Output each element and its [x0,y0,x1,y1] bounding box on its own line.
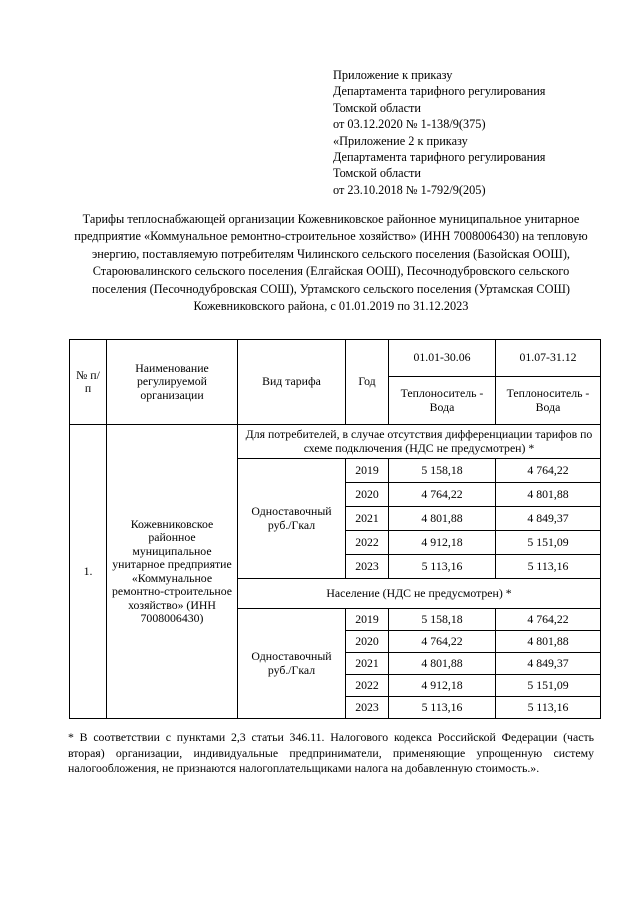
tariff-value-h1: 5 158,18 [389,459,496,483]
tariff-value-h2: 5 151,09 [496,531,601,555]
header-line: «Приложение 2 к приказу [333,133,468,148]
tariff-value-h1: 4 764,22 [389,631,496,653]
tariff-value-h2: 5 113,16 [496,697,601,719]
year-cell: 2022 [346,675,389,697]
tariff-value-h2: 4 849,37 [496,507,601,531]
header-line: Томской области [333,100,421,115]
year-cell: 2023 [346,555,389,579]
tariff-value-h1: 5 113,16 [389,697,496,719]
header-line: Приложение к приказу [333,68,453,82]
header-tariff-type: Вид тарифа [238,340,346,425]
tariff-value-h2: 4 849,37 [496,653,601,675]
tariff-table [69,339,601,719]
header-line: от 03.12.2020 № 1-138/9(375) [333,117,486,132]
tariff-value-h1: 4 912,18 [389,675,496,697]
footnote: * В соответствии с пунктами 2,3 статьи 346.11. Налогового кодекса Российской Федерации (часть вторая) организации, индивидуальные предприниматели, применяющие упрощенную систему налогообложения, не признаются налогоплательщиками налога на добавленную стоимость.». [68,730,594,776]
tariff-value-h1: 4 764,22 [389,483,496,507]
header-line: Томской области [333,166,421,181]
tariff-value-h2: 4 801,88 [496,483,601,507]
year-cell: 2020 [346,631,389,653]
tariff-value-h2: 4 764,22 [496,609,601,631]
tariff-value-h1: 4 801,88 [389,653,496,675]
year-cell: 2023 [346,697,389,719]
header-line: от 23.10.2018 № 1-792/9(205) [333,182,486,197]
row-number: 1. [70,425,107,719]
tariff-value-h2: 4 801,88 [496,631,601,653]
organization-name: Кожевниковское районное муниципальное унитарное предприятие «Коммунальное ремонтно-строительное хозяйство» (ИНН 7008006430) [107,425,238,719]
header-period-2: 01.07-31.12 [496,340,601,377]
year-cell: 2019 [346,459,389,483]
tariff-value-h1: 5 113,16 [389,555,496,579]
tariff-value-h1: 4 801,88 [389,507,496,531]
header-line: Департамента тарифного регулирования [333,84,546,99]
header-carrier-2: Теплоноситель - Вода [496,377,601,425]
tariff-type-cell: Одноставочный руб./Гкал [238,609,346,719]
tariff-value-h2: 5 113,16 [496,555,601,579]
tariff-value-h1: 5 158,18 [389,609,496,631]
header-line: Департамента тарифного регулирования [333,150,546,165]
header-organization: Наименование регулируемой организации [107,340,238,425]
header-period-1: 01.01-30.06 [389,340,496,377]
header-number: № п/п [70,340,107,425]
header-year: Год [346,340,389,425]
year-cell: 2020 [346,483,389,507]
header-carrier-1: Теплоноситель - Вода [389,377,496,425]
year-cell: 2022 [346,531,389,555]
tariff-type-cell: Одноставочный руб./Гкал [238,459,346,579]
document-title: Тарифы теплоснабжающей организации Кожевниковское районное муниципальное унитарное предприятие «Коммунальное ремонтно-строительное хозяйство» (ИНН 7008006430) на тепловую энергию, поставляемую потребителям Чилинского сельского поселения (Базойская ООШ), Староювалинского сельского поселения (Елгайская ООШ), Песочнодубровского сельского поселения (Песочнодубровская СОШ), Уртамского сельского поселения (Уртамская СОШ) Кожевниковского района, с 01.01.2019 по 31.12.2023 [74,212,588,314]
year-cell: 2021 [346,507,389,531]
order-appendix-header [333,67,545,198]
group-label: Население (НДС не предусмотрен) * [238,579,601,609]
tariff-value-h2: 4 764,22 [496,459,601,483]
tariff-value-h1: 4 912,18 [389,531,496,555]
year-cell: 2019 [346,609,389,631]
year-cell: 2021 [346,653,389,675]
tariff-value-h2: 5 151,09 [496,675,601,697]
group-label: Для потребителей, в случае отсутствия дифференциации тарифов по схеме подключения (НДС не предусмотрен) * [238,425,601,459]
